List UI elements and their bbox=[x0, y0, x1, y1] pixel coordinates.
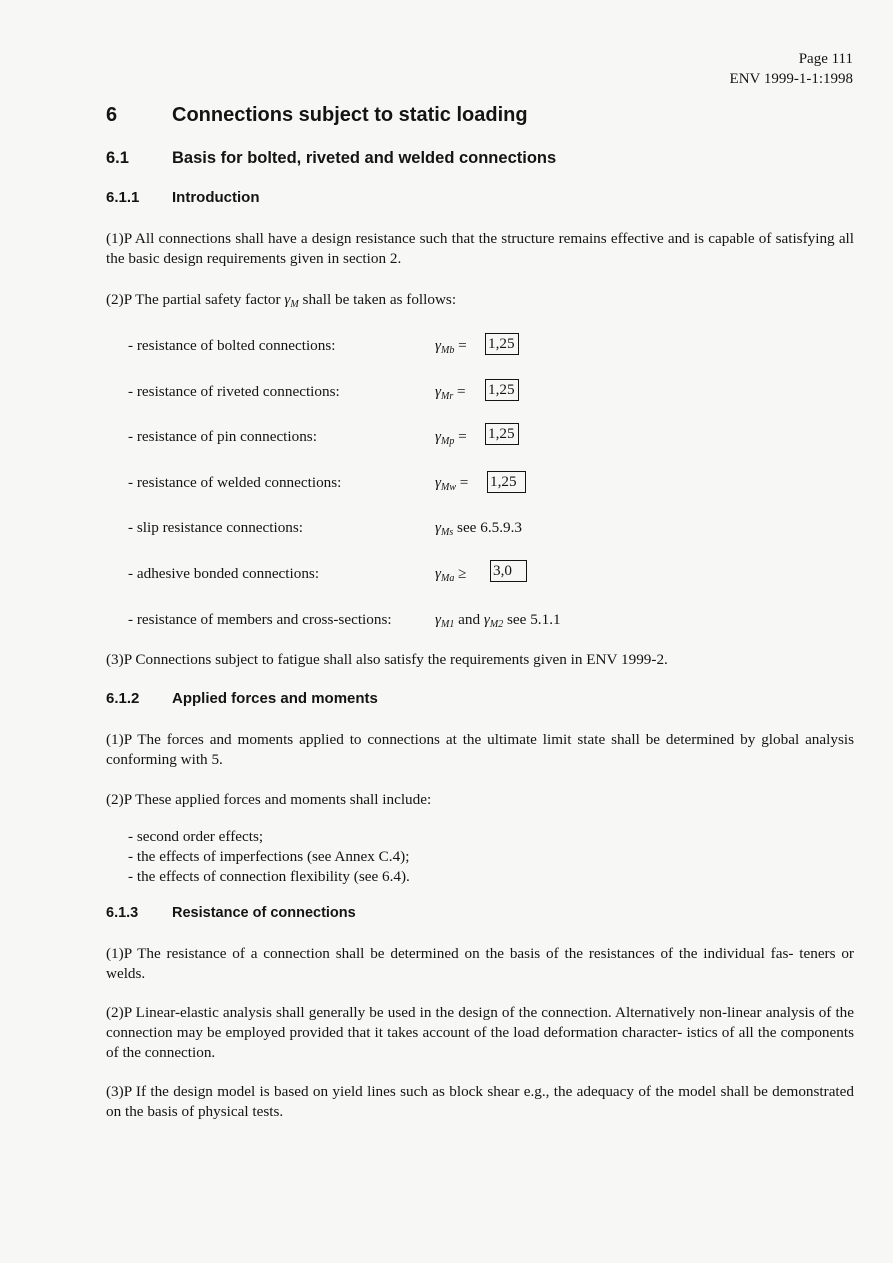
clause-title: Introduction bbox=[172, 189, 260, 206]
standard-reference: ENV 1999-1-1:1998 bbox=[729, 71, 853, 87]
subsection-number: 6.1 bbox=[106, 149, 129, 167]
factor-label: - resistance of members and cross-sections: bbox=[128, 611, 392, 628]
list-item: - the effects of imperfections (see Annex C.4); bbox=[128, 848, 410, 865]
factor-value-box: 1,25 bbox=[485, 423, 519, 445]
clause-title: Applied forces and moments bbox=[172, 690, 378, 707]
factor-label: - resistance of bolted connections: bbox=[128, 337, 336, 354]
factor-symbol: $\gamma_{Mb}$ = bbox=[435, 337, 467, 356]
factor-symbol: $\gamma_{Ms}$ see 6.5.9.3 bbox=[435, 519, 522, 538]
factor-value-box: 1,25 bbox=[485, 379, 519, 401]
list-item: - the effects of connection flexibility (see 6.4). bbox=[128, 868, 410, 885]
paragraph: (3)P If the design model is based on yield lines such as block shear e.g., the adequacy of the model shall be demonstrated on the basis of physical tests. bbox=[106, 1083, 854, 1120]
factor-symbol: $\gamma_{Mp}$ = bbox=[435, 428, 467, 447]
paragraph: (3)P Connections subject to fatigue shall also satisfy the requirements given in ENV 1999-2. bbox=[106, 651, 668, 668]
factor-value-box: 1,25 bbox=[487, 471, 526, 493]
gamma-symbol: $\gamma_M$ bbox=[284, 291, 299, 310]
clause-number: 6.1.2 bbox=[106, 690, 140, 707]
factor-label: - adhesive bonded connections: bbox=[128, 565, 320, 582]
factor-symbol: $\gamma_{M1}$ and $\gamma_{M2}$ see 5.1.1 bbox=[435, 611, 561, 630]
page-number: Page 111 bbox=[798, 51, 853, 67]
paragraph: (1)P The forces and moments applied to connections at the ultimate limit state shall be determined by global analysis conforming with 5. bbox=[106, 731, 854, 768]
factor-label: - slip resistance connections: bbox=[128, 519, 304, 536]
paragraph: (1)P All connections shall have a design resistance such that the structure remains effective and is capable of satisfying all the basic design requirements given in section 2. bbox=[106, 230, 854, 267]
section-number: 6 bbox=[106, 104, 118, 126]
factor-value-box: 3,0 bbox=[490, 560, 527, 582]
factor-symbol: $\gamma_{Ma}$ ≥ bbox=[435, 565, 467, 584]
paragraph: (2)P The partial safety factor $\gamma_M$ shall be taken as follows: bbox=[106, 291, 457, 310]
clause-title: Resistance of connections bbox=[172, 905, 356, 921]
clause-number: 6.1.1 bbox=[106, 189, 140, 206]
subsection-title: Basis for bolted, riveted and welded connections bbox=[172, 149, 557, 167]
factor-label: - resistance of pin connections: bbox=[128, 428, 317, 445]
clause-number: 6.1.3 bbox=[106, 905, 139, 921]
factor-label: - resistance of welded connections: bbox=[128, 474, 342, 491]
factor-value-box: 1,25 bbox=[485, 333, 519, 355]
paragraph: (2)P These applied forces and moments shall include: bbox=[106, 791, 432, 808]
factor-symbol: $\gamma_{Mr}$ = bbox=[435, 383, 466, 402]
list-item: - second order effects; bbox=[128, 828, 264, 845]
paragraph: (1)P The resistance of a connection shall be determined on the basis of the resistances of the individual fas- teners or welds. bbox=[106, 945, 854, 982]
factor-symbol: $\gamma_{Mw}$ = bbox=[435, 474, 469, 493]
factor-label: - resistance of riveted connections: bbox=[128, 383, 340, 400]
paragraph: (2)P Linear-elastic analysis shall generally be used in the design of the connection. Alternatively non-linear analysis of the connection may be employed provided that it takes account of the load deformation character- istics of all the components of the connection. bbox=[106, 1004, 854, 1061]
section-title: Connections subject to static loading bbox=[172, 104, 528, 126]
